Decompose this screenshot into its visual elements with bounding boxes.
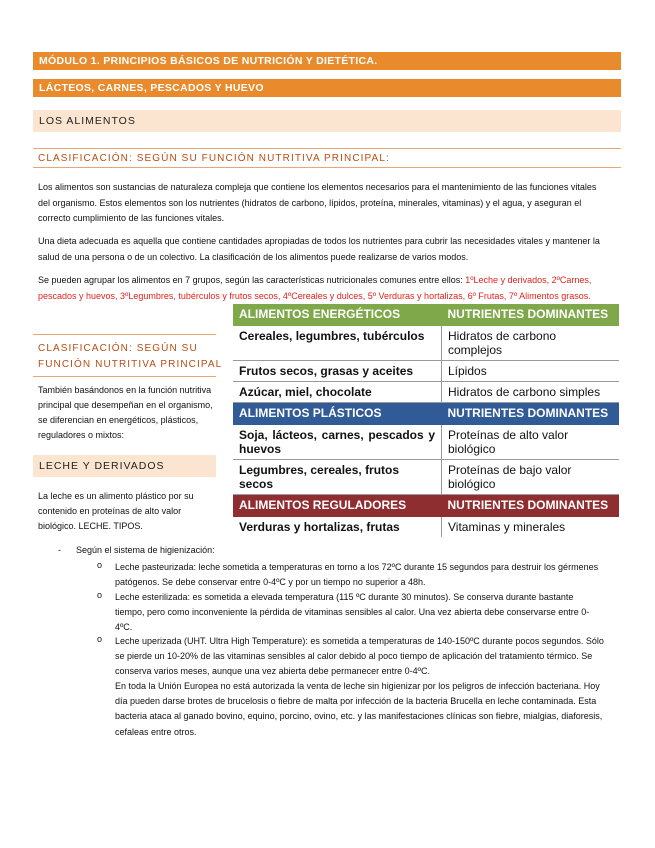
- side-heading-line2: FUNCIÓN NUTRITIVA PRINCIPAL: [38, 359, 223, 370]
- header-cell: ALIMENTOS REGULADORES: [233, 495, 442, 518]
- table-row: [233, 517, 619, 537]
- table-row: [233, 460, 619, 495]
- table-row: [233, 425, 619, 460]
- table-row: [233, 326, 619, 361]
- header-cell: ALIMENTOS PLÁSTICOS: [233, 403, 442, 426]
- bullet: o: [97, 634, 103, 644]
- food-classification-table: [233, 304, 619, 537]
- subtitle: LÁCTEOS, CARNES, PESCADOS Y HUEVO: [33, 79, 621, 97]
- side-heading-rule-top: [33, 334, 216, 335]
- table-header-energeticos: [233, 304, 619, 326]
- section-title: LOS ALIMENTOS: [33, 110, 621, 132]
- paragraph-diet: Una dieta adecuada es aquella que contiene cantidades apropiadas de todos los nutrientes para cubrir las necesidades vitales y mantener la salud de una persona o de un colectivo. La clasificación de los alimentos puede realizarse de varios modos.: [38, 236, 600, 262]
- header-cell: NUTRIENTES DOMINANTES: [442, 304, 620, 326]
- side-text: También basándonos en la función nutritiva principal que desempeñan en el organismo, se diferencian en energéticos, plásticos, reguladores o mixtos:: [38, 385, 213, 440]
- list-intro: Según el sistema de higienización:: [76, 545, 215, 555]
- bullet: o: [97, 560, 103, 570]
- milk-text: La leche es un alimento plástico por su contenido en proteínas de alto valor biológico. LECHE. TIPOS.: [38, 491, 194, 531]
- header-cell: ALIMENTOS ENERGÉTICOS: [233, 304, 442, 326]
- nutrient-cell: Proteínas de bajo valor biológico: [442, 460, 620, 495]
- nutrient-cell: Hidratos de carbono simples: [442, 382, 620, 403]
- groups-intro: Se pueden agrupar los alimentos en 7 grupos, según las características nutricionales comunes entre ellos:: [38, 275, 466, 285]
- module-title: MÓDULO 1. PRINCIPIOS BÁSICOS DE NUTRICIÓN Y DIETÉTICA.: [33, 52, 621, 70]
- table-header-plasticos: [233, 403, 619, 426]
- side-heading: [38, 341, 222, 373]
- table-row: [233, 382, 619, 403]
- table-row: [233, 361, 619, 382]
- header-cell: NUTRIENTES DOMINANTES: [442, 495, 620, 518]
- list-item: Leche pasteurizada: leche sometida a temperaturas en torno a los 72ºC durante 15 segundos para destruir los gérmenes patógenos. Se debe conservar entre 0-4ºC y por un tiempo no superior a 48h.: [115, 562, 599, 588]
- header-cell: NUTRIENTES DOMINANTES: [442, 403, 620, 426]
- nutrient-cell: Hidratos de carbono complejos: [442, 326, 620, 361]
- groups-list: 1ºLeche y derivados, 2ºCarnes, pescados y huevos, 3ºLegumbres, tubérculos y frutos secos, 4ºCereales y dulces, 5º Verduras y hortalizas, 6º Frutas, 7º Alimentos grasos.: [38, 275, 592, 301]
- food-cell: Cereales, legumbres, tubérculos: [233, 326, 442, 361]
- food-cell: Soja, lácteos, carnes, pescados y huevos: [233, 425, 442, 460]
- table-header-reguladores: [233, 495, 619, 518]
- list-item-note: En toda la Unión Europea no está autorizada la venta de leche sin higienizar por los peligros de infección bacteriana. Hoy día pueden darse brotes de brucelosis o fiebre de malta por infección de la bacteria Brucella en leche contaminada. Esta bacteria ataca al ganado bovino, equino, porcino, ovino, etc. y las manifestaciones clínicas son fiebre, mialgias, diaforesis, cefaleas entre otros.: [115, 681, 603, 737]
- bullet: o: [97, 590, 103, 600]
- side-heading-rule: [33, 376, 216, 377]
- food-cell: Legumbres, cereales, frutos secos: [233, 460, 442, 495]
- list-item: Leche esterilizada: es sometida a elevada temperatura (115 ºC durante 30 minutos). Se conserva durante bastante tiempo, pero como inconveniente la pérdida de vitaminas sensibles al calor. Una vez abierta debe conservarse entre 0-4ºC.: [115, 592, 590, 633]
- nutrient-cell: Proteínas de alto valor biológico: [442, 425, 620, 460]
- nutrient-cell: Lípidos: [442, 361, 620, 382]
- heading-rule: [33, 167, 621, 168]
- food-cell: Verduras y hortalizas, frutas: [233, 517, 442, 537]
- heading-rule-top: [33, 148, 621, 149]
- paragraph-definition: Los alimentos son sustancias de naturaleza compleja que contiene los elementos necesarios para el mantenimiento de las funciones vitales del organismo. Estos elementos son los nutrientes (hidratos de carbono, lípidos, proteína, minerales, vitaminas) y el agua, y aseguran el correcto cumplimiento de las funciones vitales.: [38, 182, 597, 223]
- classification-heading: CLASIFICACIÓN: SEGÚN SU FUNCIÓN NUTRITIVA PRINCIPAL:: [38, 153, 390, 164]
- list-item: Leche uperizada (UHT. Ultra High Temperature): es sometida a temperaturas de 140-150ºC durante pocos segundos. Sólo se pierde un 10-20% de las vitaminas sensibles al calor debido al poco tiempo de aplicación del tratamiento térmico. Se conserva varios meses, aunque una vez abierta debe permanecer entre 0-4ºC.: [115, 636, 604, 677]
- side-heading-line1: CLASIFICACIÓN: SEGÚN SU: [38, 343, 198, 354]
- milk-heading: LECHE Y DERIVADOS: [33, 455, 216, 477]
- dash-bullet: -: [58, 545, 61, 555]
- nutrient-cell: Vitaminas y minerales: [448, 520, 566, 534]
- paragraph-groups: [38, 273, 606, 304]
- food-cell: Azúcar, miel, chocolate: [233, 382, 442, 403]
- food-cell: Frutos secos, grasas y aceites: [233, 361, 442, 382]
